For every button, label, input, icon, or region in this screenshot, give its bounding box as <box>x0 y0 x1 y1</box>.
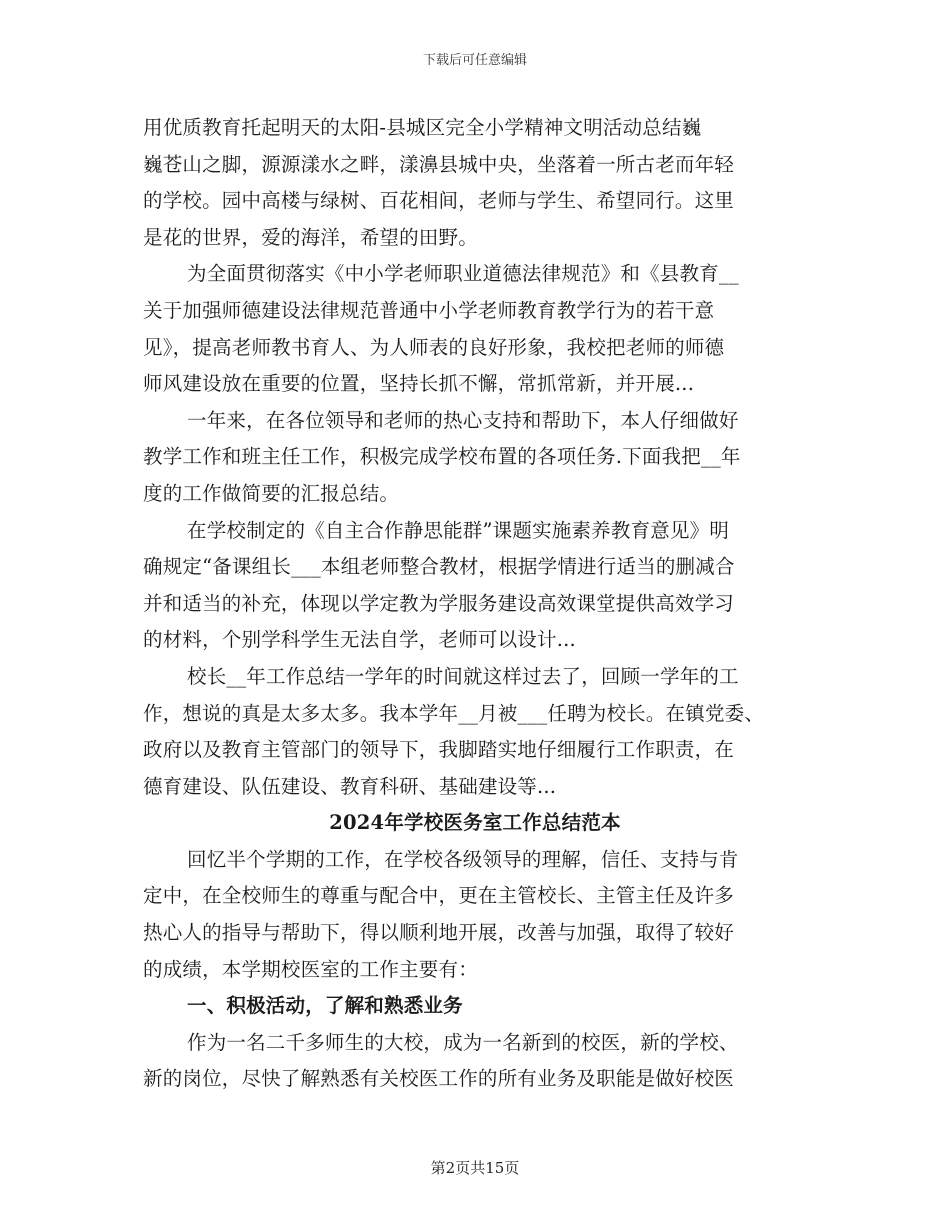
paragraph-line: 度的工作做简要的汇报总结。 <box>143 481 400 505</box>
paragraph-line: 校长__年工作总结一学年的时间就这样过去了，回顾一学年的工 <box>187 664 739 688</box>
paragraph-line: 热心人的指导与帮助下，得以顺利地开展，改善与加强，取得了较好 <box>143 921 735 945</box>
paragraph-line: 为全面贯彻落实《中小学老师职业道德法律规范》和《县教育__ <box>187 262 739 286</box>
paragraph-line: 的成绩，本学期校医室的工作主要有： <box>143 957 478 981</box>
paragraph-line: 的学校。园中高楼与绿树、百花相间，老师与学生、希望同行。这里 <box>143 189 735 213</box>
paragraph-line: 新的岗位，尽快了解熟悉有关校医工作的所有业务及职能是做好校医 <box>143 1067 735 1091</box>
page-number: 第2页共15页 <box>430 1159 520 1177</box>
paragraph-line: 关于加强师德建设法律规范普通中小学老师教育教学行为的若干意 <box>143 298 715 322</box>
paragraph-line: 师风建设放在重要的位置，坚持长抓不懈，常抓常新，并开展... <box>143 372 695 396</box>
paragraph-line: 作，想说的真是太多太多。我本学年__月被___任聘为校长。在镇党委、 <box>143 701 765 725</box>
subsection-heading: 一、积极活动，了解和熟悉业务 <box>187 994 463 1018</box>
paragraph-line: 政府以及教育主管部门的领导下，我脚踏实地仔细履行工作职责，在 <box>143 738 735 762</box>
document-body <box>143 110 807 1098</box>
paragraph-line: 的材料，个别学科学生无法自学，老师可以设计... <box>143 628 576 652</box>
paragraph-line: 教学工作和班主任工作，积极完成学校布置的各项任务.下面我把__年 <box>143 445 741 469</box>
paragraph-line: 巍苍山之脚，源源漾水之畔，漾濞县城中央，坐落着一所古老而年轻 <box>143 152 735 176</box>
paragraph-line: 一年来，在各位领导和老师的热心支持和帮助下，本人仔细做好 <box>187 408 739 432</box>
paragraph-line: 定中，在全校师生的尊重与配合中，更在主管校长、主管主任及许多 <box>143 884 735 908</box>
paragraph-line: 回忆半个学期的工作，在学校各级领导的理解，信任、支持与肯 <box>187 847 739 871</box>
paragraph-line: 确规定“备课组长___本组老师整合教材，根据学情进行适当的删减合 <box>143 555 735 579</box>
section-title: 2024年学校医务室工作总结范本 <box>329 811 621 835</box>
header-note: 下载后可任意编辑 <box>422 53 527 68</box>
paragraph-line: 在学校制定的《自主合作静思能群”课题实施素养教育意见》明 <box>187 518 730 542</box>
paragraph-line: 德育建设、队伍建设、教育科研、基础建设等... <box>143 774 557 798</box>
paragraph-line: 是花的世界，爱的海洋，希望的田野。 <box>143 225 478 249</box>
paragraph-line: 见》，提高老师教书育人、为人师表的良好形象，我校把老师的师德 <box>143 335 725 359</box>
paragraph-line: 用优质教育托起明天的太阳-县城区完全小学精神文明活动总结巍 <box>143 116 702 139</box>
paragraph-line: 并和适当的补充，体现以学定教为学服务建设高效课堂提供高效学习 <box>143 591 735 615</box>
paragraph-line: 作为一名二千多师生的大校，成为一名新到的校医，新的学校、 <box>187 1030 739 1054</box>
